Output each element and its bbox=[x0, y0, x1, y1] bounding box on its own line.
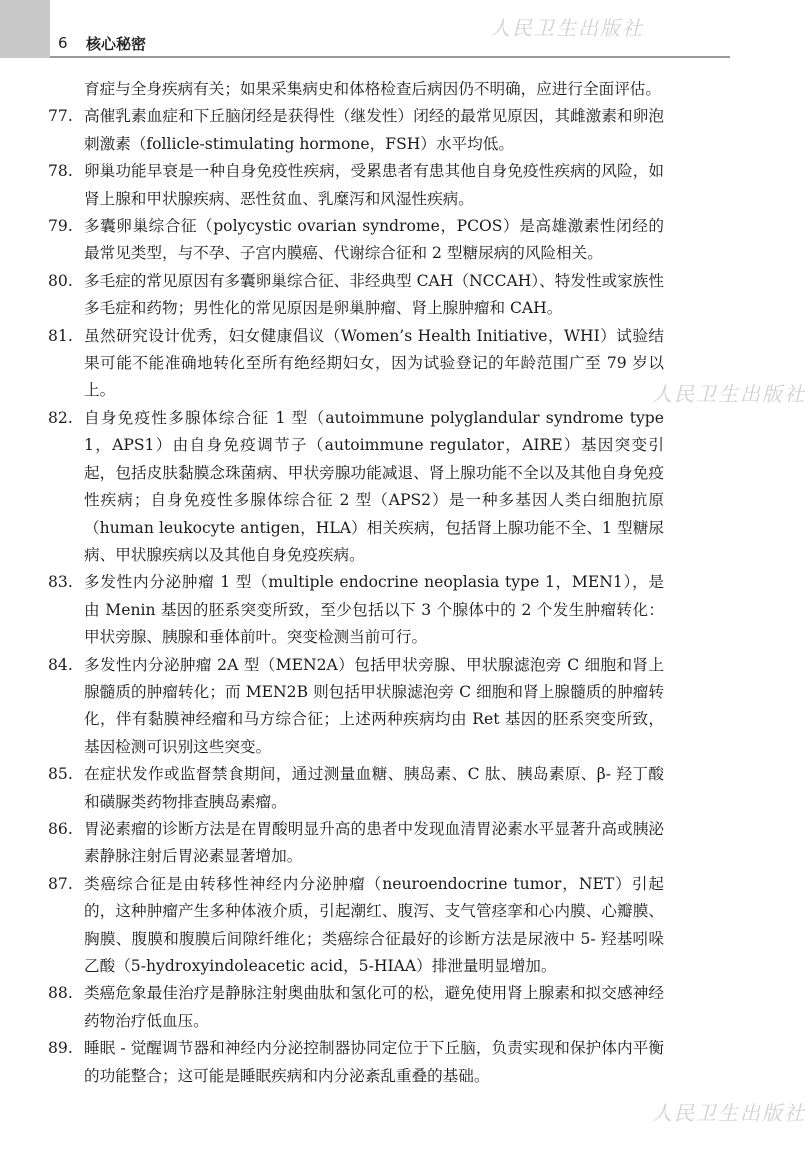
running-title: 核心秘密 bbox=[86, 35, 147, 53]
list-item bbox=[44, 1035, 664, 1090]
header-tab bbox=[0, 0, 50, 58]
numbered-list bbox=[44, 103, 664, 1090]
item-text: 多囊卵巢综合征（polycystic ovarian syndrome，PCOS）是高雄激素性闭经的最常见类型，与不孕、子宫内膜癌、代谢综合征和 2 型糖尿病的风险相关。 bbox=[84, 217, 664, 263]
document-body bbox=[44, 76, 664, 1090]
list-item bbox=[44, 158, 664, 213]
item-number: 87. bbox=[48, 874, 73, 893]
item-text: 自身免疫性多腺体综合征 1 型（autoimmune polyglandular syndrome type 1，APS1）由自身免疫调节子（autoimmune regulator，AIRE）基因突变引起，包括皮肤黏膜念珠菌病、甲状旁腺功能减退、肾上腺功能不全以及其他自身免疫性疾病；自身免疫性多腺体综合征 2 型（APS2）是一种多基因人类白细胞抗原（human leukocyte antigen，HLA）相关疾病，包括肾上腺功能不全、1 型糖尿病、甲状腺疾病以及其他自身免疫疾病。 bbox=[84, 408, 664, 564]
item-text: 在症状发作或监督禁食期间，通过测量血糖、胰岛素、C 肽、胰岛素原、β- 羟丁酸和磺脲类药物排查胰岛素瘤。 bbox=[84, 765, 664, 811]
item-number: 88. bbox=[48, 984, 73, 1003]
item-number: 77. bbox=[48, 107, 73, 126]
list-item bbox=[44, 816, 664, 871]
item-text: 睡眠 - 觉醒调节器和神经内分泌控制器协同定位于下丘脑，负责实现和保护体内平衡的功能整合；这可能是睡眠疾病和内分泌紊乱重叠的基础。 bbox=[84, 1039, 664, 1085]
list-item bbox=[44, 103, 664, 158]
item-number: 89. bbox=[48, 1039, 73, 1058]
intro-paragraph: 育症与全身疾病有关；如果采集病史和体格检查后病因仍不明确，应进行全面评估。 bbox=[84, 80, 661, 98]
item-number: 80. bbox=[48, 271, 73, 290]
list-item bbox=[44, 268, 664, 323]
item-number: 81. bbox=[48, 326, 73, 345]
item-number: 82. bbox=[48, 408, 73, 427]
list-item bbox=[44, 323, 664, 405]
item-number: 78. bbox=[48, 162, 73, 181]
item-number: 79. bbox=[48, 217, 73, 236]
item-number: 84. bbox=[48, 655, 73, 674]
item-text: 卵巢功能早衰是一种自身免疫性疾病，受累患者有患其他自身免疫性疾病的风险，如肾上腺和甲状腺疾病、恶性贫血、乳糜泻和风湿性疾病。 bbox=[84, 162, 664, 208]
publisher-watermark: 人民卫生出版社 bbox=[490, 16, 644, 40]
list-item bbox=[44, 213, 664, 268]
list-item bbox=[44, 871, 664, 981]
list-item bbox=[44, 761, 664, 816]
list-item bbox=[44, 652, 664, 762]
list-item bbox=[44, 405, 664, 569]
item-text: 多毛症的常见原因有多囊卵巢综合征、非经典型 CAH（NCCAH）、特发性或家族性多毛症和药物；男性化的常见原因是卵巢肿瘤、肾上腺肿瘤和 CAH。 bbox=[84, 271, 664, 318]
header-rule bbox=[50, 56, 730, 58]
publisher-watermark: 人民卫生出版社 bbox=[652, 382, 806, 406]
list-item bbox=[44, 980, 664, 1035]
item-text: 类癌综合征是由转移性神经内分泌肿瘤（neuroendocrine tumor，NET）引起的，这种肿瘤产生多种体液介质，引起潮红、腹泻、支气管痉挛和心内膜、心瓣膜、胸膜、腹膜和腹膜后间隙纤维化；类癌综合征最好的诊断方法是尿液中 5- 羟基吲哚乙酸（5-hydroxyindoleacetic acid，5-HIAA）排泄量明显增加。 bbox=[84, 874, 664, 975]
publisher-watermark: 人民卫生出版社 bbox=[652, 1101, 806, 1125]
item-text: 高催乳素血症和下丘脑闭经是获得性（继发性）闭经的最常见原因，其雌激素和卵泡刺激素（follicle-stimulating hormone，FSH）水平均低。 bbox=[84, 107, 664, 153]
item-text: 胃泌素瘤的诊断方法是在胃酸明显升高的患者中发现血清胃泌素水平显著升高或胰泌素静脉注射后胃泌素显著增加。 bbox=[84, 819, 664, 866]
item-number: 83. bbox=[48, 573, 73, 592]
list-item bbox=[44, 569, 664, 651]
item-number: 86. bbox=[48, 819, 73, 838]
item-text: 类癌危象最佳治疗是静脉注射奥曲肽和氢化可的松，避免使用肾上腺素和拟交感神经药物治疗低血压。 bbox=[84, 984, 664, 1030]
item-text: 虽然研究设计优秀，妇女健康倡议（Women’s Health Initiative，WHI）试验结果可能不能准确地转化至所有绝经期妇女，因为试验登记的年龄范围广至 79 岁以上。 bbox=[84, 326, 664, 400]
page-number: 6 bbox=[58, 34, 68, 52]
item-text: 多发性内分泌肿瘤 2A 型（MEN2A）包括甲状旁腺、甲状腺滤泡旁 C 细胞和肾上腺髓质的肿瘤转化；而 MEN2B 则包括甲状腺滤泡旁 C 细胞和肾上腺髓质的肿瘤转化，伴有黏膜神经瘤和马方综合征；上述两种疾病均由 Ret 基因的胚系突变所致，基因检测可识别这些突变。 bbox=[84, 655, 664, 756]
item-number: 85. bbox=[48, 765, 73, 784]
item-text: 多发性内分泌肿瘤 1 型（multiple endocrine neoplasia type 1，MEN1），是由 Menin 基因的胚系突变所致，至少包括以下 3 个腺体中的 2 个发生肿瘤转化：甲状旁腺、胰腺和垂体前叶。突变检测当前可行。 bbox=[84, 573, 664, 647]
